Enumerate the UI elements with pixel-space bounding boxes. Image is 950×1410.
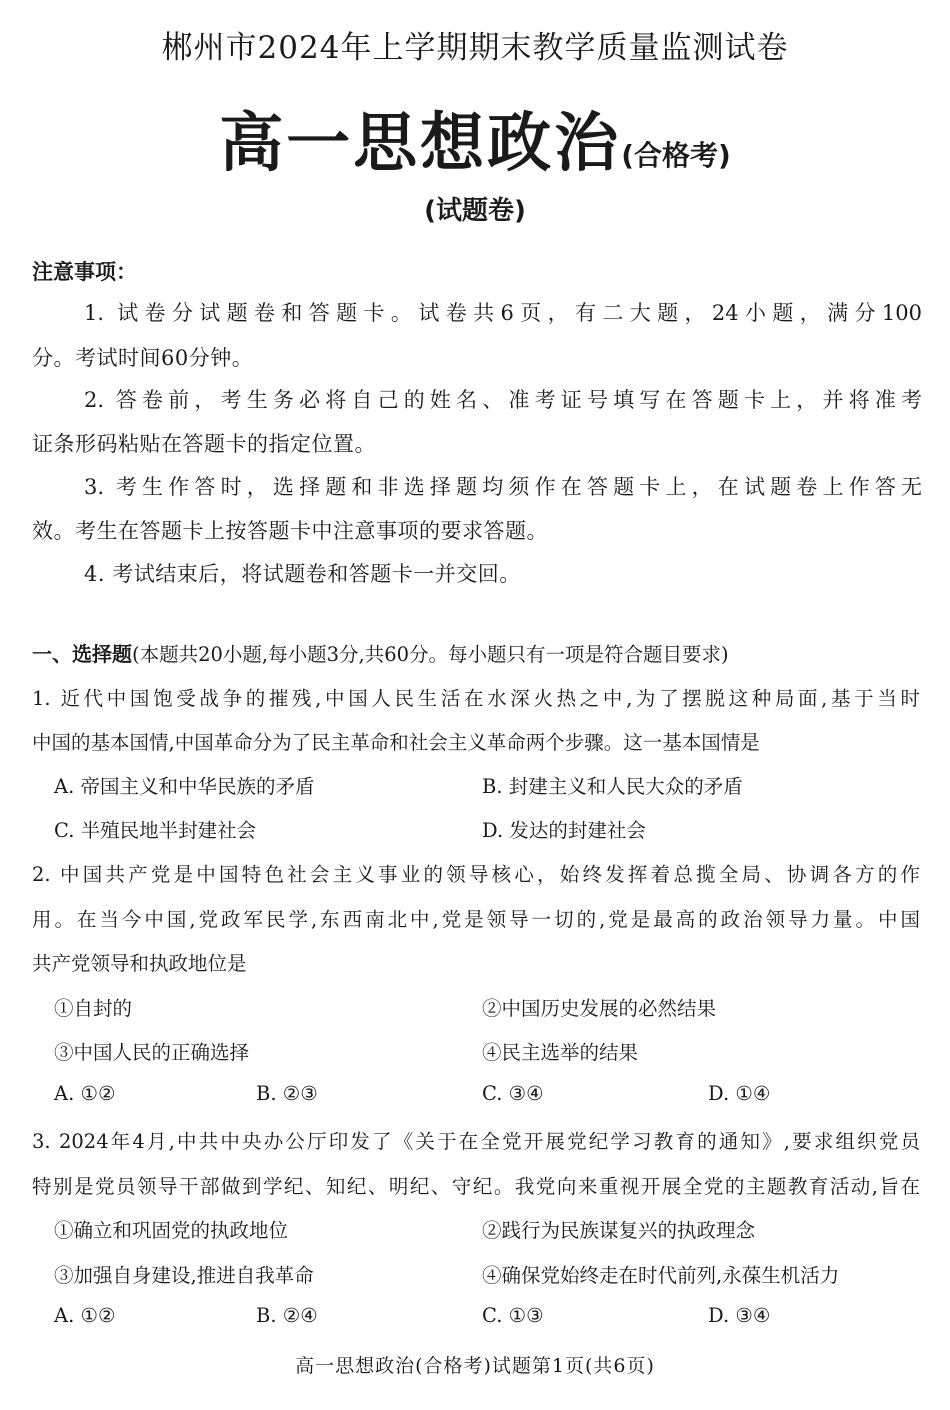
q2-statement-3: ③中国人民的正确选择 (54, 1041, 250, 1064)
q2-option-b: B. ②③ (256, 1082, 318, 1105)
q3-statement-3: ③加强自身建设,推进自我革命 (54, 1264, 314, 1287)
q2-statement-1: ①自封的 (54, 997, 133, 1020)
note-4-line-1: 4. 考试结束后，将试题卷和答题卡一并交回。 (84, 562, 521, 586)
q1-line-1: 1. 近代中国饱受战争的摧残,中国人民生活在水深火热之中,为了摆脱这种局面,基于当时 (32, 687, 920, 710)
q1-option-c: C. 半殖民地半封建社会 (54, 819, 257, 842)
note-3-line-2: 效。考生在答题卡上按答题卡中注意事项的要求答题。 (32, 519, 548, 543)
q2-statement-2: ②中国历史发展的必然结果 (482, 997, 717, 1020)
subject-name: 高一思想政治 (219, 107, 622, 181)
q2-option-c: C. ③④ (482, 1082, 544, 1105)
paper-type: (试题卷) (424, 196, 526, 226)
page-footer: 高一思想政治(合格考)试题第1页(共6页) (295, 1355, 655, 1377)
q1-option-d: D. 发达的封建社会 (482, 819, 646, 842)
q3-statement-1: ①确立和巩固党的执政地位 (54, 1219, 289, 1242)
subject-note: (合格考) (621, 139, 731, 172)
section-1-heading (32, 638, 729, 667)
note-2-line-1: 2. 答卷前，考生务必将自己的姓名、准考证号填写在答题卡上，并将准考 (84, 388, 922, 412)
q3-line-2: 特别是党员领导干部做到学纪、知纪、明纪、守纪。我党向来重视开展全党的主题教育活动,旨在 (32, 1175, 920, 1198)
q3-option-b: B. ②④ (256, 1304, 318, 1327)
q1-line-2: 中国的基本国情,中国革命分为了民主革命和社会主义革命两个步骤。这一基本国情是 (32, 731, 760, 754)
subject-title (0, 92, 950, 184)
q2-option-d: D. ①④ (708, 1082, 771, 1105)
note-1-line-2: 分。考试时间60分钟。 (32, 346, 254, 370)
q2-option-a: A. ①② (54, 1082, 116, 1105)
q2-statement-4: ④民主选举的结果 (482, 1041, 639, 1064)
q2-line-2: 用。在当今中国,党政军民学,东西南北中,党是领导一切的,党是最高的政治领导力量。中国 (32, 908, 920, 931)
q1-option-a: A. 帝国主义和中华民族的矛盾 (54, 775, 315, 798)
section-1-title: 一、选择题 (32, 642, 132, 666)
q3-statement-2: ②践行为民族谋复兴的执政理念 (482, 1219, 756, 1242)
q3-option-c: C. ①③ (482, 1304, 544, 1327)
q3-option-a: A. ①② (54, 1304, 116, 1327)
q3-statement-4: ④确保党始终走在时代前列,永葆生机活力 (482, 1264, 840, 1287)
notes-heading: 注意事项： (32, 260, 137, 284)
q3-line-1: 3. 2024年4月,中共中央办公厅印发了《关于在全党开展党纪学习教育的通知》,要求组织党员 (32, 1130, 920, 1153)
q1-option-b: B. 封建主义和人民大众的矛盾 (482, 775, 743, 798)
exam-title: 郴州市2024年上学期期末教学质量监测试卷 (161, 30, 789, 66)
q2-line-1: 2. 中国共产党是中国特色社会主义事业的领导核心，始终发挥着总揽全局、协调各方的作 (32, 863, 920, 886)
note-1-line-1: 1. 试卷分试题卷和答题卡。试卷共6页，有二大题，24小题，满分100 (84, 301, 922, 325)
note-2-line-2: 证条形码粘贴在答题卡的指定位置。 (32, 432, 376, 456)
q3-option-d: D. ③④ (708, 1304, 771, 1327)
note-3-line-1: 3. 考生作答时，选择题和非选择题均须作在答题卡上，在试题卷上作答无 (84, 475, 922, 499)
section-1-desc: (本题共20小题,每小题3分,共60分。每小题只有一项是符合题目要求) (132, 643, 729, 666)
q2-line-3: 共产党领导和执政地位是 (32, 952, 247, 975)
